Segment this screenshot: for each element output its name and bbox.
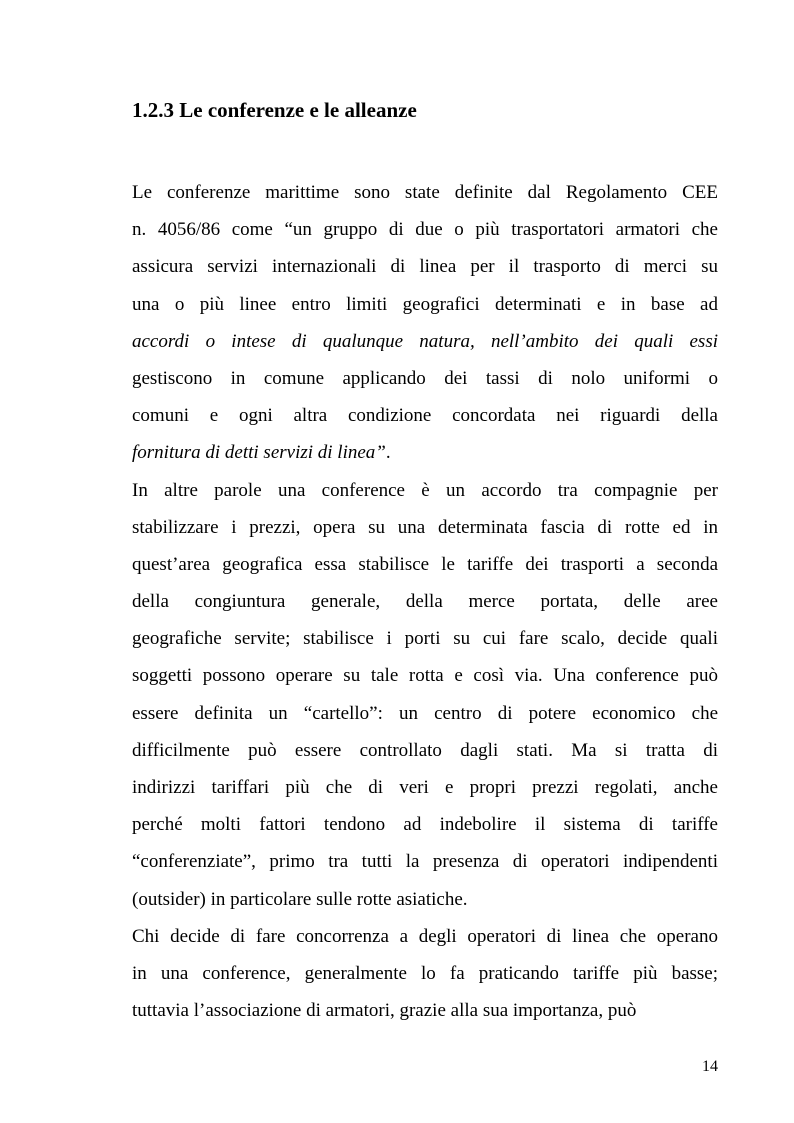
text-line	[132, 806, 718, 843]
text-line	[132, 955, 718, 992]
text-segment: gestiscono in comune applicando dei tassi di nolo uniformi o	[132, 367, 718, 389]
text-segment: assicura servizi internazionali di linea per il trasporto di merci su	[132, 256, 718, 278]
text-line	[132, 918, 718, 955]
text-segment: essere definita un “cartello”: un centro di potere economico che	[132, 702, 718, 724]
text-line	[132, 211, 718, 248]
italic-text-segment: fornitura di detti servizi di linea”	[132, 442, 386, 464]
text-segment: difficilmente può essere controllato dagli stati. Ma si tratta di	[132, 739, 718, 761]
text-line	[132, 769, 718, 806]
text-segment: In altre parole una conference è un accordo tra compagnie per	[132, 479, 718, 501]
text-segment: della congiuntura generale, della merce portata, delle aree	[132, 591, 718, 613]
text-line	[132, 286, 718, 323]
text-segment: stabilizzare i prezzi, opera su una determinata fascia di rotte ed in	[132, 516, 718, 538]
italic-text-segment: accordi o intese di qualunque natura, nell’ambito dei quali essi	[132, 330, 718, 352]
text-segment: n. 4056/86 come “un gruppo di due o più trasportatori armatori che	[132, 219, 718, 241]
text-segment: perché molti fattori tendono ad indebolire il sistema di tariffe	[132, 814, 718, 836]
text-line	[132, 546, 718, 583]
text-line	[132, 992, 718, 1029]
text-segment: una o più linee entro limiti geografici determinati e in base ad	[132, 293, 718, 315]
text-line	[132, 881, 718, 918]
text-segment: tuttavia l’associazione di armatori, grazie alla sua importanza, può	[132, 1000, 637, 1022]
text-line	[132, 360, 718, 397]
text-segment: quest’area geografica essa stabilisce le tariffe dei trasporti a seconda	[132, 553, 718, 575]
text-segment: Chi decide di fare concorrenza a degli operatori di linea che operano	[132, 925, 718, 947]
text-segment: indirizzi tariffari più che di veri e propri prezzi regolati, anche	[132, 777, 718, 798]
text-segment: Le conferenze marittime sono state definite dal Regolamento CEE	[132, 182, 718, 203]
text-line	[132, 174, 718, 211]
text-segment: geografiche servite; stabilisce i porti su cui fare scalo, decide quali	[132, 628, 718, 650]
text-segment: comuni e ogni altra condizione concordata nei riguardi della	[132, 405, 718, 427]
text-segment: .	[385, 442, 391, 464]
text-line	[132, 695, 718, 732]
text-line	[132, 472, 718, 509]
text-line	[132, 397, 718, 434]
text-line	[132, 620, 718, 657]
section-heading: 1.2.3 Le conferenze e le alleanze	[132, 98, 417, 122]
text-line	[132, 843, 718, 880]
text-segment: “conferenziate”, primo tra tutti la presenza di operatori indipendenti	[132, 851, 718, 873]
text-line	[132, 657, 718, 694]
text-line	[132, 248, 718, 285]
text-line	[132, 732, 718, 769]
text-line	[132, 583, 718, 620]
text-line	[132, 509, 718, 546]
text-line	[132, 434, 718, 471]
text-segment: (outsider) in particolare sulle rotte asiatiche.	[132, 888, 468, 910]
text-segment: in una conference, generalmente lo fa praticando tariffe più basse;	[132, 962, 718, 984]
page-number: 14	[702, 1058, 718, 1075]
body-text	[132, 174, 718, 1029]
text-segment: soggetti possono operare su tale rotta e così via. Una conference può	[132, 665, 718, 687]
text-line	[132, 323, 718, 360]
